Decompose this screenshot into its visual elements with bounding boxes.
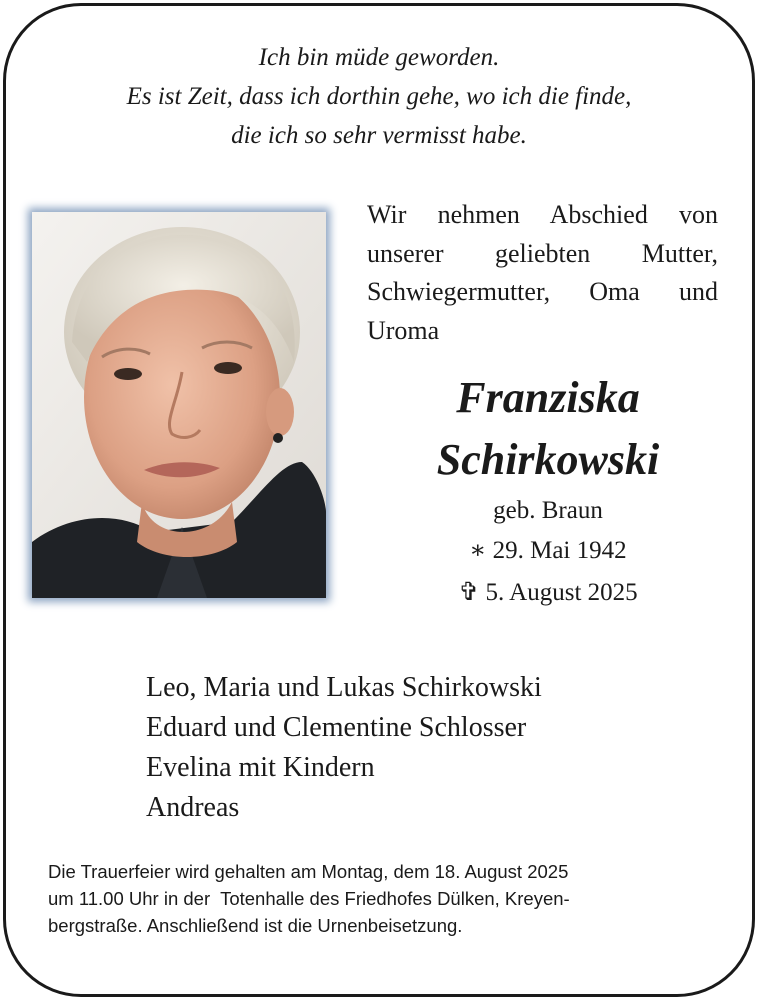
mourner-entry: Eduard und Clementine Schlosser — [146, 712, 527, 743]
funeral-service-info — [48, 858, 570, 939]
birth-date: 29. Mai 1942 — [492, 537, 627, 564]
maiden-name: geb. Braun — [493, 497, 603, 524]
mourner-entry: Leo, Maria und Lukas Schirkowski — [146, 672, 542, 703]
farewell-line: Uroma — [367, 315, 440, 345]
portrait-image — [32, 212, 326, 598]
farewell-line: Schwiegermutter, Oma und — [367, 277, 718, 306]
mourner-entry: Andreas — [146, 792, 240, 823]
quote-line: die ich so sehr vermisst habe. — [231, 122, 527, 149]
death-date: 5. August 2025 — [485, 579, 638, 606]
mourner-entry: Evelina mit Kindern — [146, 752, 375, 783]
farewell-line: unserer geliebten Mutter, — [367, 238, 718, 268]
memorial-quote — [0, 38, 758, 155]
service-line: bergstraße. Anschließend ist die Urnenbeisetzung. — [48, 915, 463, 936]
birth-star-icon: ∗ — [469, 537, 487, 564]
farewell-text — [367, 196, 718, 350]
deceased-last-name: Schirkowski — [436, 435, 660, 484]
quote-line: Ich bin müde geworden. — [258, 44, 500, 71]
cross-icon: ✞ — [458, 579, 480, 606]
mourners-list — [146, 668, 542, 828]
farewell-line: Wir nehmen Abschied von — [367, 200, 718, 229]
service-line: um 11.00 Uhr in der Totenhalle des Friedhofes Dülken, Kreyen- — [48, 888, 570, 909]
death-date-line — [398, 578, 698, 608]
quote-line: Es ist Zeit, dass ich dorthin gehe, wo ich die finde, — [126, 83, 632, 110]
birth-date-line — [398, 536, 698, 566]
deceased-first-name: Franziska — [456, 373, 640, 422]
service-line: Die Trauerfeier wird gehalten am Montag, dem 18. August 2025 — [48, 861, 569, 882]
portrait-photo — [32, 212, 326, 598]
